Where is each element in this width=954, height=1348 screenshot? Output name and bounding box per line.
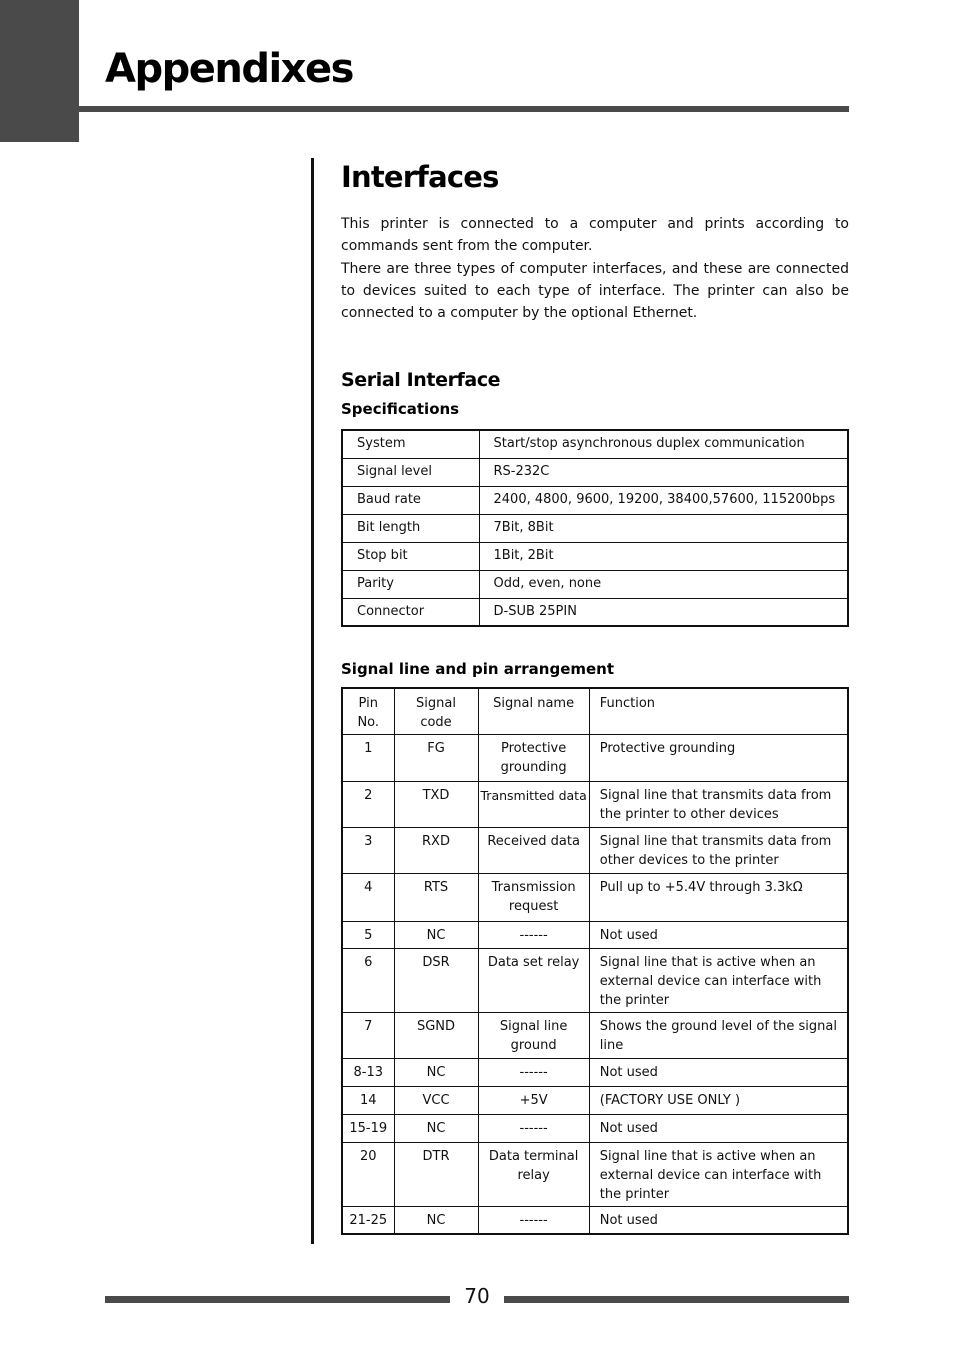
signal-function: Pull up to +5.4V through 3.3kΩ xyxy=(589,874,848,922)
page-number: 70 xyxy=(464,1284,490,1308)
pin-no: 2 xyxy=(342,782,394,828)
spec-key: Stop bit xyxy=(342,542,479,570)
pin-no: 4 xyxy=(342,874,394,922)
signal-name: Transmitted data xyxy=(478,782,589,828)
signal-code: SGND xyxy=(394,1013,478,1059)
spec-value: Start/stop asynchronous duplex communication xyxy=(479,430,848,458)
signal-function: (FACTORY USE ONLY ) xyxy=(589,1087,848,1115)
signal-code: VCC xyxy=(394,1087,478,1115)
signal-function: Signal line that transmits data from other devices to the printer xyxy=(589,828,848,874)
signal-code: NC xyxy=(394,1207,478,1234)
pin-no: 15-19 xyxy=(342,1115,394,1143)
table-row xyxy=(342,1059,848,1087)
table-row xyxy=(342,922,848,949)
spec-key: Baud rate xyxy=(342,486,479,514)
signal-code: TXD xyxy=(394,782,478,828)
table-row xyxy=(342,1013,848,1059)
signal-name: ------ xyxy=(478,1059,589,1087)
intro-text xyxy=(341,213,849,324)
spec-value: Odd, even, none xyxy=(479,570,848,598)
chapter-title: Appendixes xyxy=(105,46,353,92)
signal-code: NC xyxy=(394,1059,478,1087)
section-title: Interfaces xyxy=(341,160,499,194)
signal-name: ------ xyxy=(478,1115,589,1143)
table-row xyxy=(342,1207,848,1234)
signal-function: Not used xyxy=(589,1207,848,1234)
table-row xyxy=(342,735,848,782)
pin-arrangement-table xyxy=(341,687,849,1235)
table-row xyxy=(342,486,848,514)
table-row xyxy=(342,458,848,486)
signal-function: Signal line that is active when an external device can interface with the printer xyxy=(589,1143,848,1207)
chapter-tab-block xyxy=(0,0,79,142)
table-row xyxy=(342,1087,848,1115)
signal-name: Received data xyxy=(478,828,589,874)
spec-key: Connector xyxy=(342,598,479,626)
signal-name: ------ xyxy=(478,922,589,949)
table-row xyxy=(342,1143,848,1207)
signal-code: RTS xyxy=(394,874,478,922)
pin-no: 14 xyxy=(342,1087,394,1115)
table-row xyxy=(342,1115,848,1143)
margin-rule xyxy=(311,158,314,1244)
header-signal-name: Signal name xyxy=(478,688,589,735)
signal-code: NC xyxy=(394,922,478,949)
signal-name: Signal line ground xyxy=(478,1013,589,1059)
signal-name: +5V xyxy=(478,1087,589,1115)
signal-name: Data set relay xyxy=(478,949,589,1013)
signal-function: Signal line that is active when an external device can interface with the printer xyxy=(589,949,848,1013)
intro-paragraph-1: This printer is connected to a computer and prints according to commands sent from the computer. xyxy=(341,216,849,255)
spec-value: 1Bit, 2Bit xyxy=(479,542,848,570)
signal-code: RXD xyxy=(394,828,478,874)
table-row xyxy=(342,570,848,598)
footer-rule-right xyxy=(504,1296,849,1303)
header-pin-no: Pin No. xyxy=(342,688,394,735)
signal-function: Protective grounding xyxy=(589,735,848,782)
signal-name: Data terminal relay xyxy=(478,1143,589,1207)
table-row xyxy=(342,782,848,828)
signal-code: FG xyxy=(394,735,478,782)
table-row xyxy=(342,949,848,1013)
pin-no: 3 xyxy=(342,828,394,874)
spec-value: 7Bit, 8Bit xyxy=(479,514,848,542)
header-function: Function xyxy=(589,688,848,735)
signal-function: Not used xyxy=(589,1115,848,1143)
signal-function: Not used xyxy=(589,1059,848,1087)
signal-code: DTR xyxy=(394,1143,478,1207)
chapter-rule xyxy=(79,106,849,112)
spec-value: D-SUB 25PIN xyxy=(479,598,848,626)
table-row xyxy=(342,828,848,874)
spec-key: Parity xyxy=(342,570,479,598)
pin-no: 8-13 xyxy=(342,1059,394,1087)
specifications-title: Specifications xyxy=(341,400,460,418)
spec-key: Signal level xyxy=(342,458,479,486)
spec-value: 2400, 4800, 9600, 19200, 38400,57600, 115200bps xyxy=(479,486,848,514)
pin-no: 6 xyxy=(342,949,394,1013)
signal-function: Signal line that transmits data from the printer to other devices xyxy=(589,782,848,828)
pin-no: 7 xyxy=(342,1013,394,1059)
pin-no: 21-25 xyxy=(342,1207,394,1234)
table-row xyxy=(342,542,848,570)
spec-key: Bit length xyxy=(342,514,479,542)
pin-no: 1 xyxy=(342,735,394,782)
table-row xyxy=(342,874,848,922)
pin-no: 5 xyxy=(342,922,394,949)
signal-name: Protective grounding xyxy=(478,735,589,782)
specifications-table xyxy=(341,429,849,627)
serial-interface-title: Serial Interface xyxy=(341,369,501,391)
footer-rule-left xyxy=(105,1296,450,1303)
signal-name: ------ xyxy=(478,1207,589,1234)
pin-arrangement-title: Signal line and pin arrangement xyxy=(341,660,615,678)
pin-no: 20 xyxy=(342,1143,394,1207)
table-row xyxy=(342,514,848,542)
signal-code: DSR xyxy=(394,949,478,1013)
signal-code: NC xyxy=(394,1115,478,1143)
spec-value: RS-232C xyxy=(479,458,848,486)
table-row xyxy=(342,598,848,626)
spec-key: System xyxy=(342,430,479,458)
signal-function: Not used xyxy=(589,922,848,949)
signal-name: Transmission request xyxy=(478,874,589,922)
signal-function: Shows the ground level of the signal line xyxy=(589,1013,848,1059)
table-header-row xyxy=(342,688,848,735)
table-row xyxy=(342,430,848,458)
intro-paragraph-2: There are three types of computer interfaces, and these are connected to devices suited to each type of interface. The printer can also be connected to a computer by the optional Ethernet. xyxy=(341,260,849,322)
header-signal-code: Signal code xyxy=(394,688,478,735)
